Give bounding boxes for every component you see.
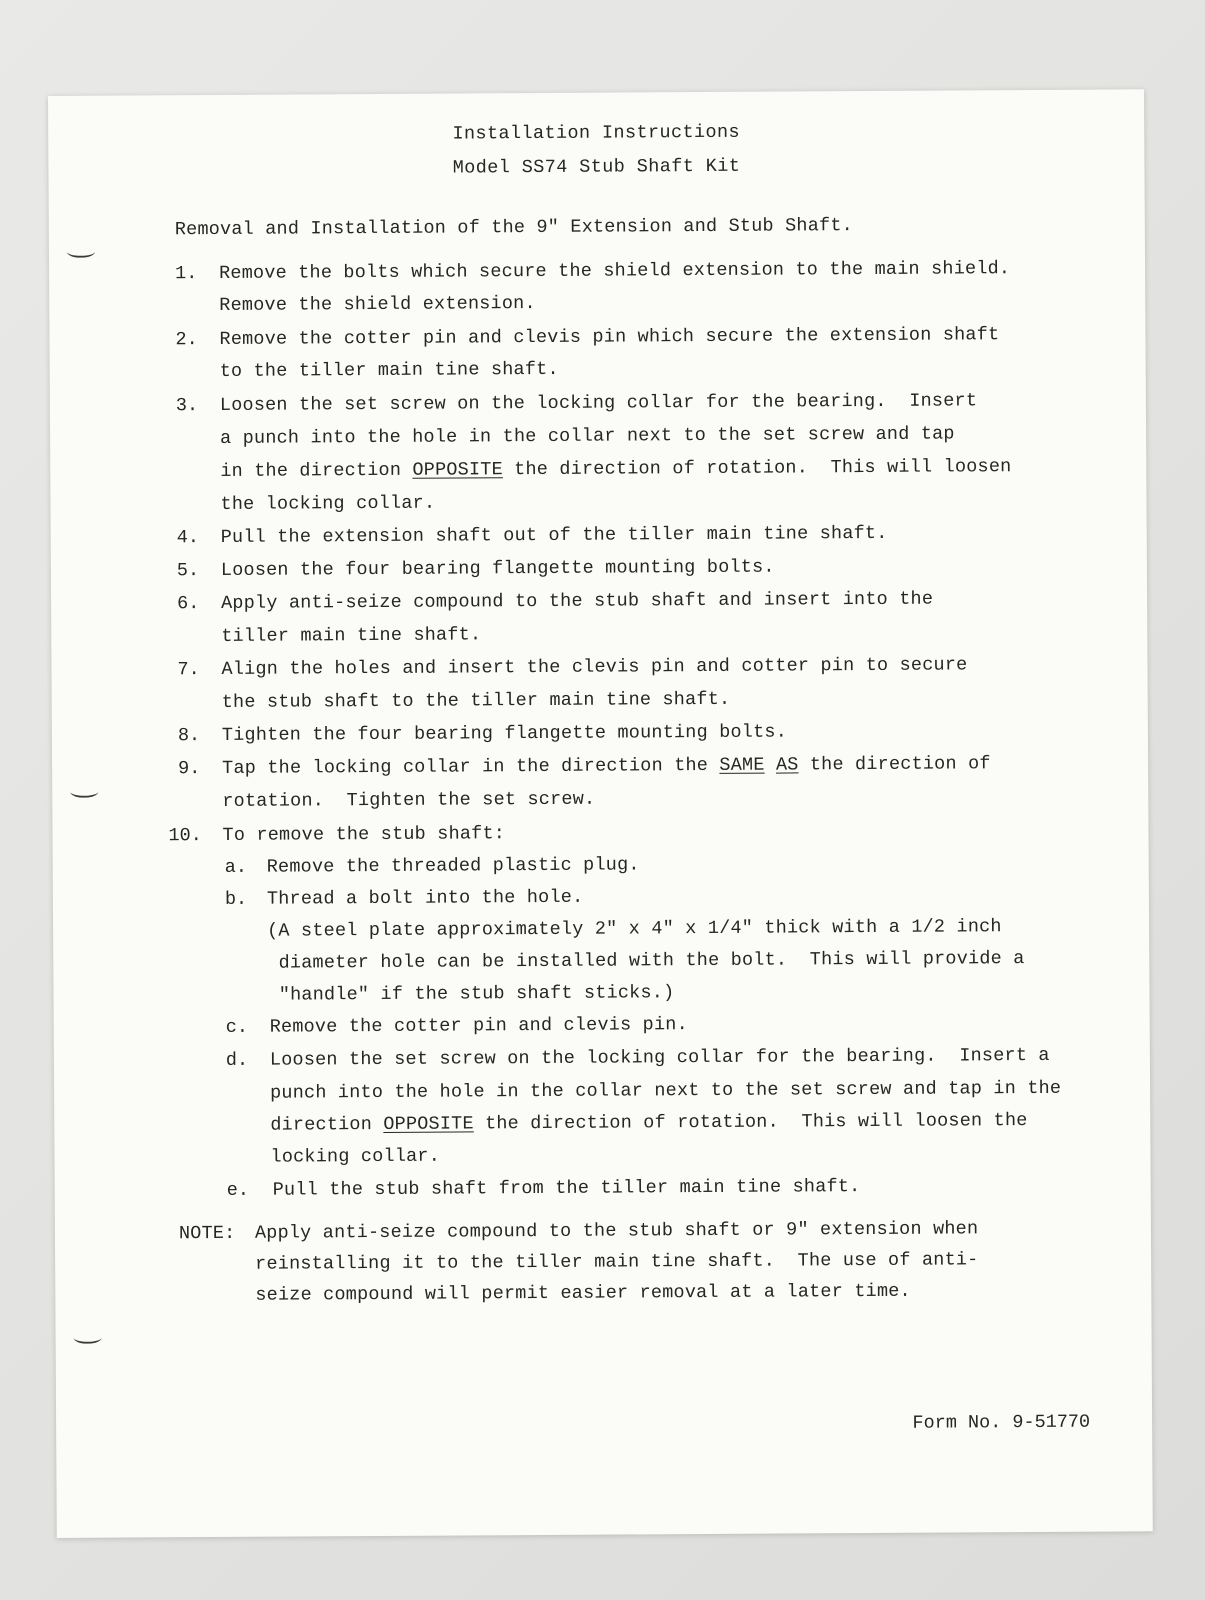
step-number: 8. [177,725,201,747]
step-number: 3. [175,395,199,417]
substep-text: Pull the stub shaft from the tiller main tine shaft. [272,1176,861,1201]
step-text: a punch into the hole in the collar next to the set screw and tap [220,423,955,449]
emphasis-opposite: OPPOSITE [383,1113,474,1135]
document-title: Installation Instructions [452,121,741,145]
step-text: Remove the shield extension. [219,293,536,316]
note-text: seize compound will permit easier removal at a later time. [255,1280,911,1306]
step-text: Remove the cotter pin and clevis pin which secure the extension shaft [219,324,1000,350]
step-text: Loosen the set screw on the locking collar for the bearing. Insert [219,390,978,416]
instruction-sheet [48,89,1153,1538]
step-text: to the tiller main tine shaft. [219,358,559,382]
substep-text: locking collar. [270,1145,441,1168]
emphasis-as: AS [775,754,799,776]
emphasis-same: SAME [719,754,765,776]
substep-letter: d. [225,1049,249,1071]
form-number: Form No. 9-51770 [912,1411,1091,1434]
substep-letter: e. [226,1179,249,1201]
binder-hole-mark [74,1332,102,1344]
substep-text: direction OPPOSITE the direction of rotation. This will loosen the [270,1110,1028,1136]
note-text: reinstalling it to the tiller main tine shaft. The use of anti- [255,1249,979,1275]
substep-text: Remove the threaded plastic plug. [266,854,640,878]
substep-letter: b. [224,888,248,910]
step-text: the stub shaft to the tiller main tine shaft. [221,688,731,713]
substep-letter: c. [225,1016,248,1038]
step-text: in the direction OPPOSITE the direction of rotation. This will loosen [220,456,1012,482]
step-text: Tighten the four bearing flangette mounting bolts. [221,721,788,746]
parenthetical-text: (A steel plate approximately 2" x 4" x 1/4" thick with a 1/2 inch [267,916,1002,942]
substep-text: Loosen the set screw on the locking collar for the bearing. Insert a [269,1044,1050,1071]
substep-text: Remove the cotter pin and clevis pin. [269,1014,688,1038]
step-text: Remove the bolts which secure the shield extension to the main shield. [219,258,1011,284]
step-number: 6. [177,593,200,615]
step-text: the locking collar. [220,492,436,515]
step-number: 2. [175,329,198,351]
intro-heading: Removal and Installation of the 9" Extension and Stub Shaft. [174,215,853,241]
step-text: Apply anti-seize compound to the stub shaft and insert into the [221,588,934,614]
step-number: 10. [168,825,202,847]
step-text: To remove the stub shaft: [222,823,506,846]
binder-hole-mark [67,246,95,258]
step-text: Tap the locking collar in the direction the SAME AS the direction of [222,753,991,779]
document-subtitle: Model SS74 Stub Shaft Kit [452,155,741,179]
step-number: 7. [177,659,200,681]
step-number: 4. [176,527,199,549]
step-text: rotation. Tighten the set screw. [222,788,596,812]
step-text: Align the holes and insert the clevis pin and cotter pin to secure [221,654,968,680]
emphasis-opposite: OPPOSITE [412,459,503,481]
substep-letter: a. [224,856,247,878]
substep-text: punch into the hole in the collar next to the set screw and tap in the [270,1077,1062,1104]
note-label: NOTE: [178,1222,236,1245]
parenthetical-text: diameter hole can be installed with the bolt. This will provide a [267,948,1025,974]
binder-hole-mark [70,786,98,798]
step-number: 9. [178,758,201,780]
parenthetical-text: "handle" if the stub shaft sticks.) [267,982,675,1006]
note-text: Apply anti-seize compound to the stub shaft or 9" extension when [254,1218,979,1244]
step-number: 1. [175,263,198,285]
step-number: 5. [176,560,200,582]
substep-text: Thread a bolt into the hole. [266,886,584,910]
step-text: tiller main tine shaft. [221,624,482,647]
step-text: Pull the extension shaft out of the tiller main tine shaft. [220,522,888,548]
step-text: Loosen the four bearing flangette mounting bolts. [220,556,775,581]
